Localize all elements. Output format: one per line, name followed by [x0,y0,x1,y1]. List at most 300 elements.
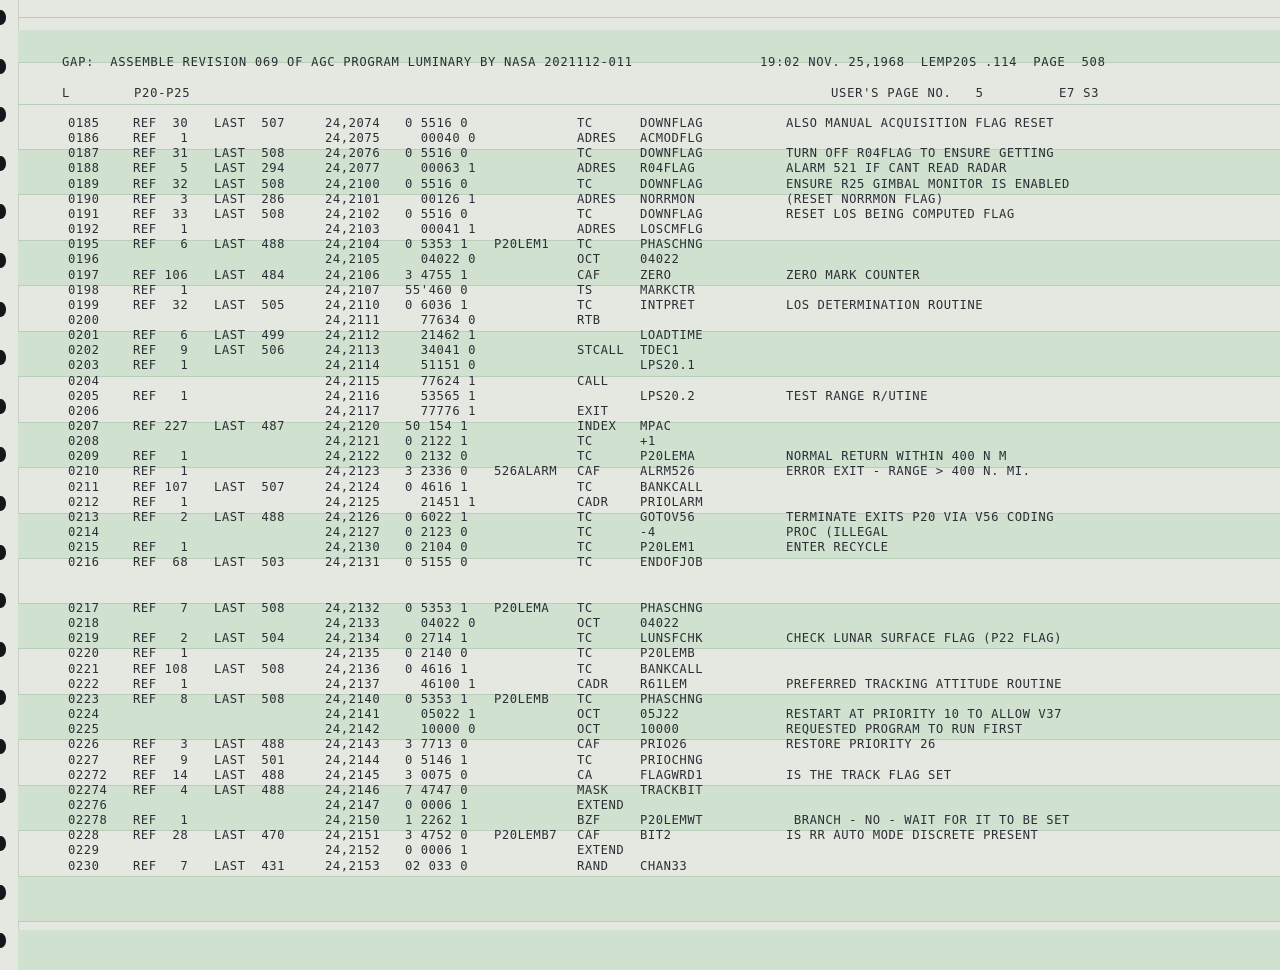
cell-octal: 1 2262 1 [405,813,469,828]
cell-line: 0198 [68,282,100,297]
cell-op: TC [577,691,593,706]
cell-addr: 24,2133 [325,616,381,631]
cell-op: MASK [577,782,609,797]
cell-ref: REF 3 [133,737,189,752]
cell-addr: 24,2102 [325,206,381,221]
listing-row [0,843,1280,858]
cell-addr: 24,2146 [325,782,381,797]
cell-last: LAST 294 [214,161,285,176]
cell-line: 0219 [68,631,100,646]
cell-line: 0203 [68,358,100,373]
cell-op: TC [577,540,593,555]
cell-comment: REQUESTED PROGRAM TO RUN FIRST [786,722,1023,737]
users-page-number: USER'S PAGE NO. 5 [831,86,984,100]
cell-octal: 7 4747 0 [405,782,469,797]
cell-operand: LOSCMFLG [640,222,704,237]
cell-op: STCALL [577,343,625,358]
cell-ref: REF 1 [133,222,189,237]
cell-octal: 0 0006 1 [405,843,469,858]
log-section-code: L [62,86,71,100]
cell-operand: BANKCALL [640,479,704,494]
cell-addr: 24,2124 [325,479,381,494]
listing-row [0,298,1280,313]
cell-ref: REF 1 [133,813,189,828]
cell-octal: 21451 1 [405,494,476,509]
cell-op: OCT [577,722,601,737]
cell-octal: 0 5146 1 [405,752,469,767]
cell-op: BZF [577,813,601,828]
cell-line: 0215 [68,540,100,555]
cell-operand: DOWNFLAG [640,116,704,130]
cell-op: TC [577,601,593,615]
cell-addr: 24,2151 [325,828,381,843]
cell-octal: 77776 1 [405,403,476,418]
cell-operand: ACMODFLG [640,131,704,146]
cell-octal: 05022 1 [405,707,476,722]
cell-octal: 3 7713 0 [405,737,469,752]
cell-comment: NORMAL RETURN WITHIN 400 N M [786,449,1007,464]
cell-line: 0216 [68,555,100,570]
cell-operand: NORRMON [640,191,696,206]
cell-comment: PROC (ILLEGAL [786,525,889,540]
cell-line: 02274 [68,782,108,797]
cell-last: LAST 431 [214,858,285,873]
cell-operand: FLAGWRD1 [640,767,704,782]
cell-op: CAF [577,464,601,479]
cell-line: 0213 [68,509,100,524]
cell-operand: P20LEMA [640,449,696,464]
cell-ref: REF 9 [133,752,189,767]
cell-addr: 24,2132 [325,601,381,615]
cell-operand: ZERO [640,267,672,282]
cell-octal: 0 2140 0 [405,646,469,661]
listing-row [0,555,1280,570]
cell-comment: PREFERRED TRACKING ATTITUDE ROUTINE [786,676,1063,691]
cell-octal: 0 4616 1 [405,661,469,676]
cell-octal: 46100 1 [405,676,476,691]
listing-row [0,662,1280,677]
cell-octal: 00040 0 [405,131,476,146]
listing-row [0,722,1280,737]
cell-ref: REF 14 [133,767,189,782]
listing-row [0,252,1280,267]
cell-operand: 05J22 [640,707,680,722]
cell-operand: PRIOCHNG [640,752,704,767]
cell-operand: P20LEM1 [640,540,696,555]
cell-line: 0185 [68,116,100,130]
cell-line: 0202 [68,343,100,358]
listing-row [0,283,1280,298]
cell-comment: LOS DETERMINATION ROUTINE [786,297,984,312]
cell-last: LAST 508 [214,691,285,706]
cell-addr: 24,2104 [325,237,381,252]
cell-operand: DOWNFLAG [640,176,704,191]
cell-op: EXIT [577,403,609,418]
cell-addr: 24,2142 [325,722,381,737]
feed-hole [0,10,6,25]
cell-addr: 24,2125 [325,494,381,509]
cell-octal: 0 5155 0 [405,555,469,570]
cell-label: P20LEMB7 [494,828,558,843]
cell-comment: ERROR EXIT - RANGE > 400 N. MI. [786,464,1031,479]
listing-row [0,449,1280,464]
cell-operand: CHAN33 [640,858,688,873]
cell-operand: DOWNFLAG [640,146,704,161]
cell-octal: 0 5516 0 [405,146,469,161]
cell-octal: 0 2132 0 [405,449,469,464]
cell-ref: REF 6 [133,237,189,252]
cell-operand: GOTOV56 [640,509,696,524]
cell-op: RTB [577,312,601,327]
listing-row [0,480,1280,495]
cell-line: 0225 [68,722,100,737]
cell-ref: REF 1 [133,131,189,146]
cell-comment: RESET LOS BEING COMPUTED FLAG [786,206,1015,221]
cell-op: CAF [577,828,601,843]
cell-last: LAST 507 [214,116,285,130]
listing-row [0,616,1280,631]
cell-op: TC [577,176,593,191]
cell-octal: 3 4752 0 [405,828,469,843]
cell-op: INDEX [577,419,617,433]
cell-line: 0227 [68,752,100,767]
cell-operand: PHASCHNG [640,691,704,706]
cell-op: TC [577,509,593,524]
cell-op: EXTEND [577,797,625,812]
cell-operand: PHASCHNG [640,237,704,252]
cell-label: P20LEMB [494,691,550,706]
cell-label: P20LEMA [494,601,550,615]
cell-line: 0195 [68,237,100,252]
cell-line: 02276 [68,797,108,812]
cell-octal: 77634 0 [405,312,476,327]
cell-last: LAST 508 [214,146,285,161]
cell-operand: BANKCALL [640,661,704,676]
cell-addr: 24,2143 [325,737,381,752]
listing-row [0,510,1280,525]
cell-line: 0204 [68,373,100,388]
cell-octal: 53565 1 [405,388,476,403]
cell-addr: 24,2075 [325,131,381,146]
cell-ref: REF 1 [133,464,189,479]
cell-addr: 24,2115 [325,373,381,388]
cell-ref: REF 33 [133,206,189,221]
cell-line: 0190 [68,191,100,206]
cell-line: 0220 [68,646,100,661]
cell-ref: REF 7 [133,858,189,873]
cell-line: 0229 [68,843,100,858]
cell-comment: TURN OFF R04FLAG TO ENSURE GETTING [786,146,1055,161]
cell-op: TC [577,146,593,161]
cell-octal: 0 5516 0 [405,116,469,130]
cell-comment: IS THE TRACK FLAG SET [786,767,952,782]
cell-op: EXTEND [577,843,625,858]
cell-op: TS [577,282,593,297]
cell-line: 0189 [68,176,100,191]
cell-octal: 51151 0 [405,358,476,373]
cell-addr: 24,2136 [325,661,381,676]
cell-op: ADRES [577,191,617,206]
cell-line: 0230 [68,858,100,873]
cell-op: TC [577,479,593,494]
cell-operand: -4 [640,525,656,540]
cell-comment: (RESET NORRMON FLAG) [786,191,944,206]
cell-line: 0208 [68,434,100,449]
cell-last: LAST 506 [214,343,285,358]
listing-row [0,707,1280,722]
cell-ref: REF 2 [133,631,189,646]
cell-line: 0196 [68,252,100,267]
cell-addr: 24,2103 [325,222,381,237]
listing-timestamp-page: 19:02 NOV. 25,1968 LEMP20S .114 PAGE 508 [760,55,1106,69]
cell-addr: 24,2112 [325,328,381,343]
cell-operand: LOADTIME [640,328,704,343]
cell-last: LAST 487 [214,419,285,433]
cell-line: 0221 [68,661,100,676]
cell-line: 0222 [68,676,100,691]
cell-addr: 24,2131 [325,555,381,570]
cell-octal: 02 033 0 [405,858,469,873]
cell-line: 0224 [68,707,100,722]
cell-octal: 0 5516 0 [405,206,469,221]
cell-ref: REF 5 [133,161,189,176]
cell-addr: 24,2106 [325,267,381,282]
cell-op: RAND [577,858,609,873]
cell-op: OCT [577,707,601,722]
cell-last: LAST 508 [214,206,285,221]
listing-row [0,419,1280,434]
cell-octal: 0 2104 0 [405,540,469,555]
listing-row [0,692,1280,707]
cell-operand: PHASCHNG [640,601,704,615]
cell-addr: 24,2135 [325,646,381,661]
listing-row [0,813,1280,828]
cell-octal: 3 2336 0 [405,464,469,479]
cell-addr: 24,2110 [325,297,381,312]
cell-addr: 24,2077 [325,161,381,176]
cell-op: ADRES [577,161,617,176]
cell-octal: 0 4616 1 [405,479,469,494]
listing-row [0,237,1280,252]
cell-op: TC [577,752,593,767]
cell-addr: 24,2113 [325,343,381,358]
cell-octal: 0 2122 1 [405,434,469,449]
cell-comment: RESTART AT PRIORITY 10 TO ALLOW V37 [786,707,1063,722]
cell-operand: ENDOFJOB [640,555,704,570]
cell-addr: 24,2145 [325,767,381,782]
cell-addr: 24,2101 [325,191,381,206]
cell-octal: 0 0006 1 [405,797,469,812]
cell-op: TC [577,525,593,540]
cell-line: 02272 [68,767,108,782]
cell-operand: LPS20.1 [640,358,696,373]
listing-row [0,631,1280,646]
cell-last: LAST 499 [214,328,285,343]
cell-operand: 10000 [640,722,680,737]
cell-line: 0214 [68,525,100,540]
cell-octal: 77624 1 [405,373,476,388]
listing-row [0,540,1280,555]
cell-comment: BRANCH - NO - WAIT FOR IT TO BE SET [786,813,1070,828]
cell-addr: 24,2147 [325,797,381,812]
cell-operand: BIT2 [640,828,672,843]
cell-comment: TEST RANGE R/UTINE [786,388,928,403]
cell-ref: REF 68 [133,555,189,570]
cell-line: 0226 [68,737,100,752]
cell-octal: 0 6022 1 [405,509,469,524]
cell-addr: 24,2114 [325,358,381,373]
cell-operand: 04022 [640,616,680,631]
cell-addr: 24,2153 [325,858,381,873]
cell-comment: ZERO MARK COUNTER [786,267,921,282]
listing-row [0,646,1280,661]
cell-addr: 24,2141 [325,707,381,722]
cell-line: 0218 [68,616,100,631]
cell-addr: 24,2127 [325,525,381,540]
listing-row [0,177,1280,192]
cell-addr: 24,2105 [325,252,381,267]
listing-row [0,222,1280,237]
cell-octal: 21462 1 [405,328,476,343]
listing-row [0,464,1280,479]
cell-ref: REF 106 [133,267,189,282]
cell-octal: 00041 1 [405,222,476,237]
cell-octal: 00126 1 [405,191,476,206]
cell-octal: 10000 0 [405,722,476,737]
cell-operand: ALRM526 [640,464,696,479]
cell-op: CADR [577,676,609,691]
cell-octal: 50 154 1 [405,419,469,433]
log-section-name: P20-P25 [134,86,191,100]
cell-addr: 24,2121 [325,434,381,449]
listing-row [0,389,1280,404]
cell-last: LAST 470 [214,828,285,843]
listing-row [0,601,1280,616]
cell-addr: 24,2120 [325,419,381,433]
cell-addr: 24,2126 [325,509,381,524]
cell-addr: 24,2140 [325,691,381,706]
cell-line: 0210 [68,464,100,479]
listing-row [0,783,1280,798]
cell-octal: 55'460 0 [405,282,469,297]
cell-line: 0211 [68,479,100,494]
cell-operand: P20LEMWT [640,813,704,828]
cell-op: TC [577,661,593,676]
cell-op: TC [577,206,593,221]
cell-operand: MARKCTR [640,282,696,297]
listing-row [0,828,1280,843]
cell-octal: 04022 0 [405,252,476,267]
cell-op: TC [577,297,593,312]
cell-line: 0187 [68,146,100,161]
cell-line: 0188 [68,161,100,176]
cell-op: ADRES [577,222,617,237]
listing-row [0,753,1280,768]
feed-hole [0,885,6,900]
cell-octal: 0 6036 1 [405,297,469,312]
cell-ref: REF 4 [133,782,189,797]
cell-ref: REF 1 [133,540,189,555]
cell-line: 0217 [68,601,100,615]
cell-ref: REF 1 [133,494,189,509]
cell-addr: 24,2107 [325,282,381,297]
listing-row [0,737,1280,752]
cell-octal: 0 2123 0 [405,525,469,540]
cell-op: TC [577,449,593,464]
feed-hole [0,933,6,948]
cell-operand: INTPRET [640,297,696,312]
listing-row [0,116,1280,131]
cell-operand: TRACKBIT [640,782,704,797]
cell-last: LAST 505 [214,297,285,312]
cell-line: 02278 [68,813,108,828]
cell-last: LAST 488 [214,509,285,524]
cell-addr: 24,2116 [325,388,381,403]
listing-row [0,768,1280,783]
cell-ref: REF 31 [133,146,189,161]
cell-octal: 04022 0 [405,616,476,631]
cell-line: 0199 [68,297,100,312]
cell-addr: 24,2100 [325,176,381,191]
listing-title: GAP: ASSEMBLE REVISION 069 OF AGC PROGRAM LUMINARY BY NASA 2021112-011 [62,55,633,69]
cell-last: LAST 488 [214,737,285,752]
listing-row [0,131,1280,146]
cell-operand: +1 [640,434,656,449]
cell-op: TC [577,237,593,252]
cell-comment: RESTORE PRIORITY 26 [786,737,936,752]
cell-op: CAF [577,267,601,282]
cell-op: CAF [577,737,601,752]
cell-addr: 24,2152 [325,843,381,858]
cell-operand: PRIOLARM [640,494,704,509]
listing-row [0,798,1280,813]
cell-ref: REF 1 [133,358,189,373]
cell-ref: REF 32 [133,176,189,191]
cell-octal: 3 0075 0 [405,767,469,782]
cell-last: LAST 508 [214,661,285,676]
cell-ref: REF 1 [133,282,189,297]
cell-op: TC [577,555,593,570]
cell-ref: REF 1 [133,676,189,691]
cell-line: 0201 [68,328,100,343]
cell-ref: REF 108 [133,661,189,676]
cell-line: 0209 [68,449,100,464]
cell-last: LAST 484 [214,267,285,282]
cell-line: 0228 [68,828,100,843]
listing-row [0,313,1280,328]
cell-addr: 24,2117 [325,403,381,418]
cell-ref: REF 6 [133,328,189,343]
cell-comment: ALSO MANUAL ACQUISITION FLAG RESET [786,116,1055,130]
listing-row [0,859,1280,874]
listing-row [0,161,1280,176]
cell-octal: 0 5353 1 [405,601,469,615]
cell-op: CALL [577,373,609,388]
cell-addr: 24,2134 [325,631,381,646]
cell-op: CA [577,767,593,782]
listing-row [0,146,1280,161]
cell-operand: TDEC1 [640,343,680,358]
cell-comment: CHECK LUNAR SURFACE FLAG (P22 FLAG) [786,631,1063,646]
cell-operand: R61LEM [640,676,688,691]
listing-row [0,525,1280,540]
cell-octal: 0 5353 1 [405,691,469,706]
cell-op: TC [577,116,593,130]
cell-op: TC [577,434,593,449]
listing-row [0,268,1280,283]
cell-line: 0212 [68,494,100,509]
cell-last: LAST 508 [214,176,285,191]
